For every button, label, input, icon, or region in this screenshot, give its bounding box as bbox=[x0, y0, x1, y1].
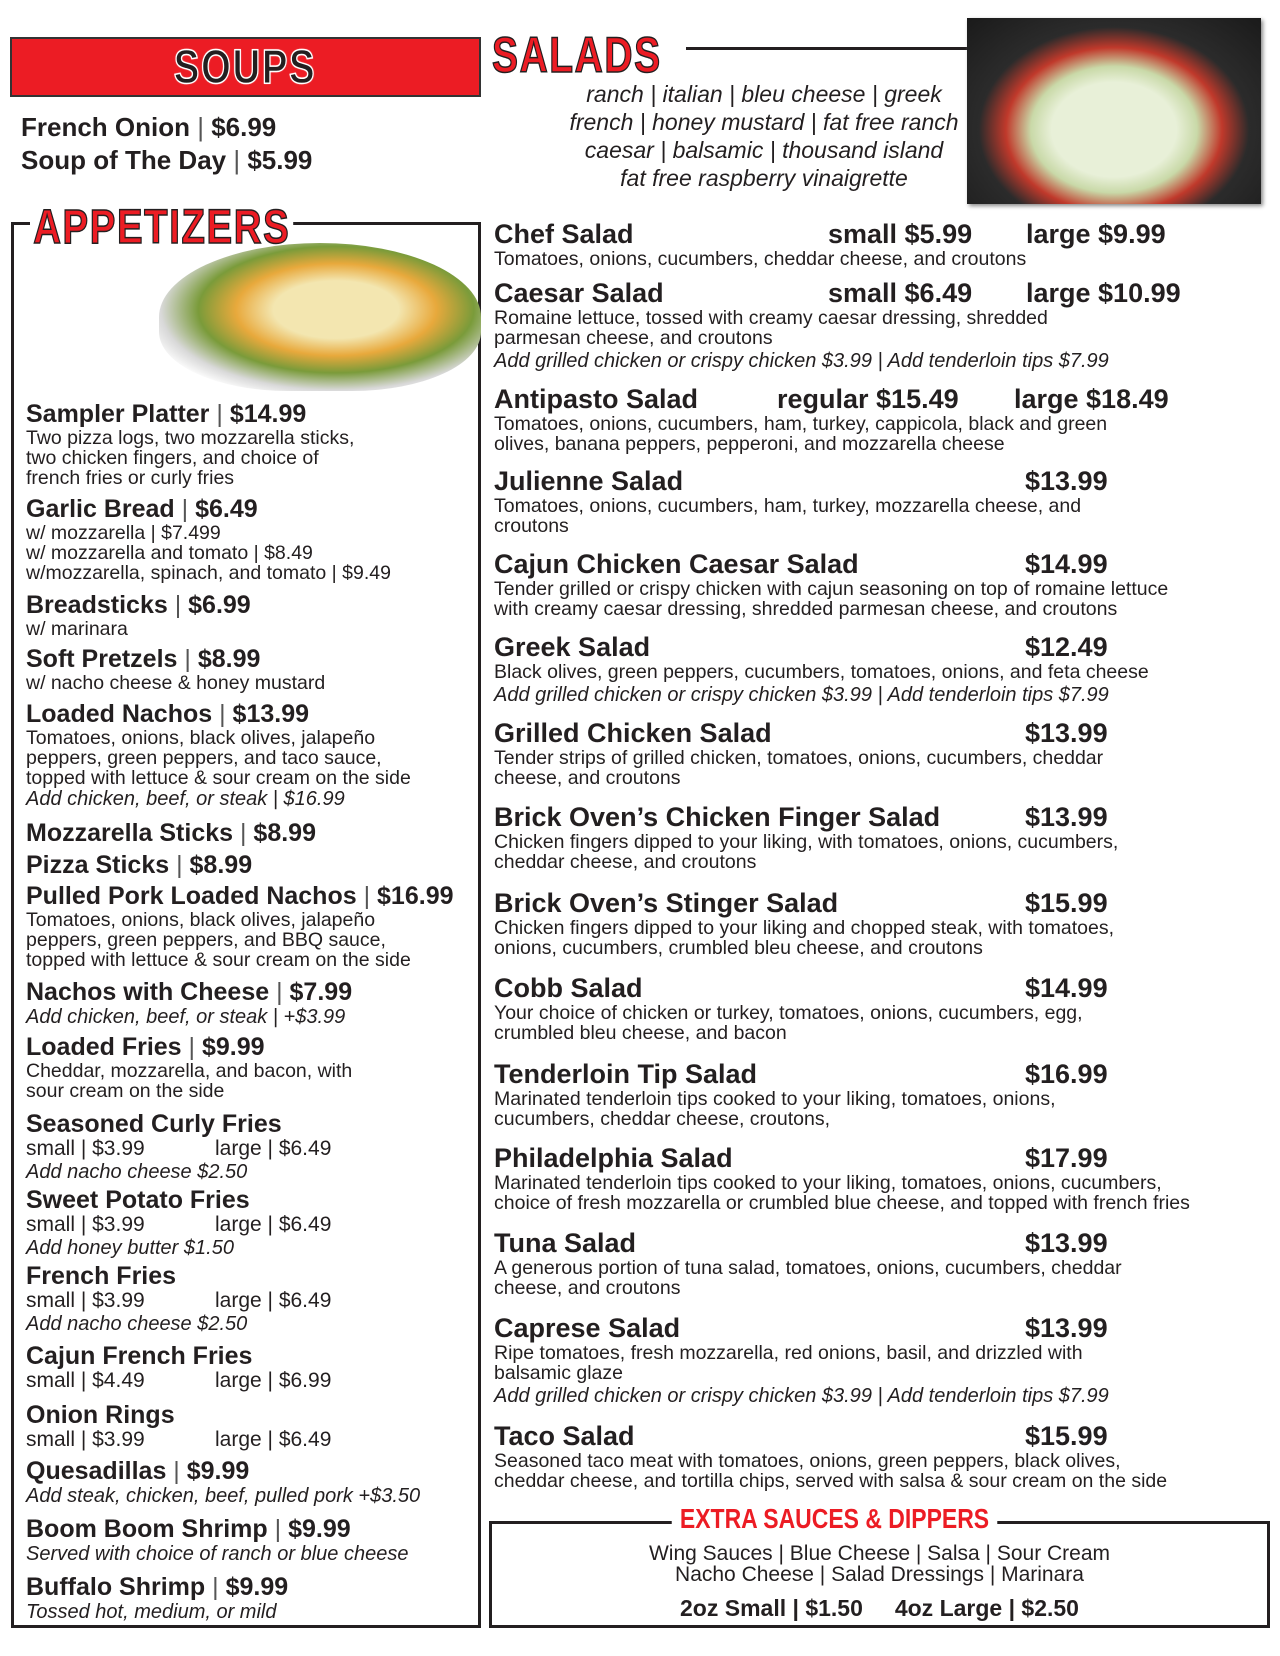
item-name: Brick Oven’s Stinger Salad bbox=[494, 888, 839, 918]
appetizer-item bbox=[26, 700, 411, 810]
salad-item bbox=[494, 718, 1274, 788]
item-description: Your choice of chicken or turkey, tomatoes, onions, cucumbers, egg, bbox=[494, 1002, 1083, 1024]
appetizer-item bbox=[26, 978, 352, 1028]
item-name: Grilled Chicken Salad bbox=[494, 718, 772, 748]
item-price: large $10.99 bbox=[1026, 278, 1181, 308]
item-description: topped with lettuce & sour cream on the side bbox=[26, 949, 411, 971]
item-description: Marinated tenderloin tips cooked to your liking, tomatoes, onions, bbox=[494, 1088, 1056, 1110]
item-price: $16.99 bbox=[1025, 1059, 1108, 1089]
appetizer-item bbox=[26, 591, 251, 639]
item-header bbox=[26, 591, 251, 619]
item-name: Nachos with Cheese bbox=[26, 978, 270, 1006]
item-header bbox=[26, 1110, 282, 1138]
item-price: large $9.99 bbox=[1026, 219, 1166, 249]
salad-item bbox=[494, 1059, 1274, 1129]
salad-item bbox=[494, 1228, 1274, 1298]
item-name: Onion Rings bbox=[26, 1401, 175, 1429]
item-price: $14.99 bbox=[229, 400, 307, 428]
salad-item bbox=[494, 466, 1274, 536]
item-note: Add grilled chicken or crispy chicken $3.99 | Add tenderloin tips $7.99 bbox=[494, 350, 1109, 372]
item-description: w/ nacho cheese & honey mustard bbox=[26, 672, 326, 694]
item-price: $9.99 bbox=[201, 1033, 265, 1061]
item-name: Julienne Salad bbox=[494, 466, 684, 496]
item-note: Add nacho cheese $2.50 bbox=[26, 1313, 248, 1335]
item-description: balsamic glaze bbox=[494, 1362, 623, 1384]
salad-item bbox=[494, 802, 1274, 872]
item-price: $13.99 bbox=[232, 700, 310, 728]
appetizer-item bbox=[26, 851, 252, 879]
salad-item bbox=[494, 888, 1274, 958]
separator: | bbox=[205, 1573, 226, 1601]
item-description: parmesan cheese, and croutons bbox=[494, 327, 773, 349]
item-price: large $18.49 bbox=[1014, 384, 1169, 414]
item-note: Add grilled chicken or crispy chicken $3.99 | Add tenderloin tips $7.99 bbox=[494, 684, 1109, 706]
item-note: Add steak, chicken, beef, pulled pork +$3.50 bbox=[26, 1485, 421, 1507]
item-price: $8.99 bbox=[253, 819, 316, 847]
item-description: two chicken fingers, and choice of bbox=[26, 447, 319, 469]
soup-price: $6.99 bbox=[211, 112, 277, 142]
item-name: Soft Pretzels bbox=[26, 645, 178, 673]
item-description: cheese, and croutons bbox=[494, 767, 681, 789]
extras-small-price: 2oz Small | $1.50 bbox=[680, 1595, 863, 1621]
appetizer-item bbox=[26, 1186, 332, 1259]
salads-title: SALADS bbox=[492, 27, 662, 83]
separator: | bbox=[212, 700, 233, 728]
size-prices bbox=[26, 1137, 332, 1161]
divider bbox=[686, 47, 970, 50]
item-description: french fries or curly fries bbox=[26, 467, 235, 489]
soup-name: French Onion bbox=[21, 112, 190, 142]
item-description: cucumbers, cheddar cheese, croutons, bbox=[494, 1108, 831, 1130]
item-name: Cajun Chicken Caesar Salad bbox=[494, 549, 859, 579]
separator: | bbox=[169, 851, 190, 879]
item-price: small $5.99 bbox=[828, 219, 973, 249]
item-price: $13.99 bbox=[1025, 802, 1108, 832]
item-price: $15.99 bbox=[1025, 888, 1108, 918]
item-price: $13.99 bbox=[1025, 466, 1108, 496]
small-price: small | $3.99 bbox=[26, 1213, 145, 1236]
item-price: $13.99 bbox=[1025, 1313, 1108, 1343]
item-name: Breadsticks bbox=[26, 591, 168, 619]
large-price: large | $6.49 bbox=[215, 1428, 332, 1451]
item-description: A generous portion of tuna salad, tomatoes, onions, cucumbers, cheddar bbox=[494, 1257, 1122, 1279]
item-name: Buffalo Shrimp bbox=[26, 1573, 206, 1601]
appetizer-item bbox=[26, 1342, 332, 1393]
item-description: Tomatoes, onions, cucumbers, ham, turkey, mozzarella cheese, and bbox=[494, 495, 1082, 517]
small-price: small | $3.99 bbox=[26, 1428, 145, 1451]
dressings-list bbox=[494, 80, 1034, 192]
item-name: Cajun French Fries bbox=[26, 1342, 253, 1370]
item-name: Tuna Salad bbox=[494, 1228, 637, 1258]
size-prices bbox=[26, 1428, 332, 1452]
large-price: large | $6.99 bbox=[215, 1369, 332, 1392]
appetizer-item bbox=[26, 1033, 352, 1101]
separator: | bbox=[226, 145, 248, 175]
item-name: Pulled Pork Loaded Nachos bbox=[26, 882, 357, 910]
item-name: Greek Salad bbox=[494, 632, 651, 662]
item-description: cheese, and croutons bbox=[494, 1277, 681, 1299]
item-header bbox=[26, 1342, 252, 1370]
item-name: Mozzarella Sticks bbox=[26, 819, 234, 847]
item-name: Brick Oven’s Chicken Finger Salad bbox=[494, 802, 941, 832]
soup-price: $5.99 bbox=[247, 145, 313, 175]
item-header bbox=[26, 495, 391, 523]
item-description: Tender grilled or crispy chicken with cajun seasoning on top of romaine lettuce bbox=[494, 578, 1169, 600]
size-prices bbox=[26, 1369, 332, 1393]
item-name: French Fries bbox=[26, 1262, 177, 1290]
item-note: Add nacho cheese $2.50 bbox=[26, 1161, 248, 1183]
separator: | bbox=[166, 1457, 187, 1485]
dressing-line: ranch | italian | bleu cheese | greek bbox=[586, 81, 942, 107]
appetizer-item bbox=[26, 1457, 420, 1507]
salad-item bbox=[494, 973, 1274, 1043]
soup-name: Soup of The Day bbox=[21, 145, 227, 175]
soups-title: SOUPS bbox=[174, 40, 317, 94]
separator: | bbox=[177, 645, 198, 673]
large-price: large | $6.49 bbox=[215, 1137, 332, 1160]
item-price: $6.99 bbox=[188, 591, 251, 619]
item-note: Tossed hot, medium, or mild bbox=[26, 1601, 277, 1623]
item-price: $7.99 bbox=[289, 978, 353, 1006]
item-note: Add honey butter $1.50 bbox=[26, 1237, 234, 1259]
item-name: Philadelphia Salad bbox=[494, 1143, 733, 1173]
nachos-photo bbox=[159, 243, 481, 391]
item-header bbox=[26, 819, 316, 847]
item-header bbox=[26, 1186, 250, 1214]
item-description: Seasoned taco meat with tomatoes, onions, green peppers, black olives, bbox=[494, 1450, 1121, 1472]
item-header bbox=[26, 400, 354, 428]
item-price: $14.99 bbox=[1025, 549, 1108, 579]
item-price: $9.99 bbox=[225, 1573, 289, 1601]
item-description: choice of fresh mozzarella or crumbled blue cheese, and topped with french fries bbox=[494, 1192, 1190, 1214]
item-price: $8.99 bbox=[197, 645, 261, 673]
appetizer-item bbox=[26, 819, 316, 847]
salad-item bbox=[494, 1421, 1274, 1491]
item-description: w/ marinara bbox=[26, 618, 128, 640]
item-price: $14.99 bbox=[1025, 973, 1108, 1003]
separator: | bbox=[356, 882, 378, 910]
item-name: Loaded Fries bbox=[26, 1033, 182, 1061]
extras-line: Nacho Cheese | Salad Dressings | Marinara bbox=[675, 1563, 1084, 1586]
item-header bbox=[26, 851, 252, 879]
item-price: $15.99 bbox=[1025, 1421, 1108, 1451]
item-price: $13.99 bbox=[1025, 1228, 1108, 1258]
item-price: small $6.49 bbox=[828, 278, 973, 308]
item-price: $13.99 bbox=[1025, 718, 1108, 748]
size-prices bbox=[26, 1213, 332, 1237]
appetizer-item bbox=[26, 1401, 332, 1452]
item-description: sour cream on the side bbox=[26, 1080, 225, 1102]
item-description: cheddar cheese, and croutons bbox=[494, 851, 757, 873]
item-price: regular $15.49 bbox=[777, 384, 959, 414]
item-description: croutons bbox=[494, 515, 569, 537]
item-name: Seasoned Curly Fries bbox=[26, 1110, 282, 1138]
item-price: $16.99 bbox=[377, 882, 454, 910]
item-description: w/ mozzarella | $7.499 bbox=[26, 522, 221, 544]
dressing-line: fat free raspberry vinaigrette bbox=[620, 165, 908, 191]
item-description: Cheddar, mozzarella, and bacon, with bbox=[26, 1060, 353, 1082]
item-name: Loaded Nachos bbox=[26, 700, 213, 728]
salad-item bbox=[494, 219, 1274, 269]
item-header bbox=[26, 645, 325, 673]
extras-line: Wing Sauces | Blue Cheese | Salsa | Sour Cream bbox=[648, 1542, 1111, 1565]
item-note: Add chicken, beef, or steak | $16.99 bbox=[26, 788, 345, 810]
item-description: Chicken fingers dipped to your liking, with tomatoes, onions, cucumbers, bbox=[494, 831, 1119, 853]
item-description: Tender strips of grilled chicken, tomatoes, onions, cucumbers, cheddar bbox=[494, 747, 1104, 769]
separator: | bbox=[190, 112, 212, 142]
item-name: Quesadillas bbox=[26, 1457, 167, 1485]
item-name: Antipasto Salad bbox=[494, 384, 699, 414]
appetizer-item bbox=[26, 645, 325, 693]
small-price: small | $3.99 bbox=[26, 1289, 145, 1312]
appetizers-title: APPETIZERS bbox=[30, 200, 294, 255]
extras-title: EXTRA SAUCES & DIPPERS bbox=[672, 1503, 998, 1535]
separator: | bbox=[181, 1033, 202, 1061]
large-price: large | $6.49 bbox=[215, 1213, 332, 1236]
separator: | bbox=[174, 495, 196, 523]
item-header bbox=[26, 1457, 420, 1485]
item-description: w/ mozzarella and tomato | $8.49 bbox=[26, 542, 313, 564]
extras-large-price: 4oz Large | $2.50 bbox=[894, 1595, 1079, 1621]
appetizer-item bbox=[26, 1110, 332, 1183]
item-description: topped with lettuce & sour cream on the side bbox=[26, 767, 411, 789]
appetizer-item bbox=[26, 1262, 332, 1335]
item-description: Romaine lettuce, tossed with creamy caesar dressing, shredded bbox=[494, 307, 1048, 329]
item-note: Served with choice of ranch or blue cheese bbox=[26, 1543, 409, 1565]
item-price: $6.49 bbox=[195, 495, 258, 523]
item-description: Marinated tenderloin tips cooked to your liking, tomatoes, onions, cucumbers, bbox=[494, 1172, 1162, 1194]
item-name: Pizza Sticks bbox=[26, 851, 170, 879]
item-header bbox=[26, 1262, 247, 1290]
item-description: Chicken fingers dipped to your liking and chopped steak, with tomatoes, bbox=[494, 917, 1115, 939]
appetizer-item bbox=[26, 1573, 288, 1623]
dressing-line: caesar | balsamic | thousand island bbox=[584, 137, 944, 163]
appetizer-item bbox=[26, 882, 454, 970]
item-name: Boom Boom Shrimp bbox=[26, 1515, 268, 1543]
item-description: Ripe tomatoes, fresh mozzarella, red onions, basil, and drizzled with bbox=[494, 1342, 1083, 1364]
item-description: cheddar cheese, and tortilla chips, served with salsa & sour cream on the side bbox=[494, 1470, 1168, 1492]
item-name: Garlic Bread bbox=[26, 495, 175, 523]
salad-item bbox=[494, 1313, 1274, 1407]
extras-prices bbox=[489, 1595, 1270, 1622]
soup-item bbox=[21, 112, 276, 143]
separator: | bbox=[233, 819, 254, 847]
item-price: $12.49 bbox=[1025, 632, 1108, 662]
salad-item bbox=[494, 549, 1274, 619]
soups-header bbox=[10, 37, 481, 97]
separator: | bbox=[269, 978, 290, 1006]
item-description: Two pizza logs, two mozzarella sticks, bbox=[26, 427, 355, 449]
item-name: Tenderloin Tip Salad bbox=[494, 1059, 758, 1089]
small-price: small | $3.99 bbox=[26, 1137, 145, 1160]
item-description: Tomatoes, onions, cucumbers, ham, turkey, cappicola, black and green bbox=[494, 413, 1108, 435]
item-name: Chef Salad bbox=[494, 219, 634, 249]
item-price: $9.99 bbox=[186, 1457, 250, 1485]
item-name: Sweet Potato Fries bbox=[26, 1186, 250, 1214]
large-price: large | $6.49 bbox=[215, 1289, 332, 1312]
salad-item bbox=[494, 278, 1274, 372]
item-description: olives, banana peppers, pepperoni, and mozzarella cheese bbox=[494, 433, 1005, 455]
item-note: Add grilled chicken or crispy chicken $3.99 | Add tenderloin tips $7.99 bbox=[494, 1385, 1109, 1407]
item-header bbox=[26, 1033, 352, 1061]
salad-item bbox=[494, 384, 1274, 454]
item-name: Cobb Salad bbox=[494, 973, 643, 1003]
item-name: Sampler Platter bbox=[26, 400, 210, 428]
size-prices bbox=[26, 1289, 332, 1313]
small-price: small | $4.49 bbox=[26, 1369, 145, 1392]
item-name: Caesar Salad bbox=[494, 278, 664, 308]
item-header bbox=[26, 1573, 288, 1601]
item-header bbox=[26, 700, 411, 728]
appetizer-item bbox=[26, 495, 391, 583]
item-header bbox=[26, 978, 352, 1006]
salad-item bbox=[494, 1143, 1274, 1213]
soup-item bbox=[21, 145, 312, 176]
item-description: peppers, green peppers, and BBQ sauce, bbox=[26, 929, 386, 951]
item-description: Tomatoes, onions, black olives, jalapeño bbox=[26, 727, 376, 749]
item-description: onions, cucumbers, crumbled bleu cheese, and croutons bbox=[494, 937, 983, 959]
item-description: peppers, green peppers, and taco sauce, bbox=[26, 747, 382, 769]
separator: | bbox=[167, 591, 189, 619]
item-description: Black olives, green peppers, cucumbers, tomatoes, onions, and feta cheese bbox=[494, 661, 1149, 683]
item-name: Taco Salad bbox=[494, 1421, 635, 1451]
item-price: $8.99 bbox=[189, 851, 253, 879]
dressing-line: french | honey mustard | fat free ranch bbox=[569, 109, 959, 135]
item-header bbox=[26, 1401, 175, 1429]
item-description: Tomatoes, onions, black olives, jalapeño bbox=[26, 909, 376, 931]
item-description: w/mozzarella, spinach, and tomato | $9.49 bbox=[26, 562, 391, 584]
item-price: $17.99 bbox=[1025, 1143, 1108, 1173]
item-description: crumbled bleu cheese, and bacon bbox=[494, 1022, 787, 1044]
separator: | bbox=[209, 400, 230, 428]
separator: | bbox=[267, 1515, 289, 1543]
extras-header bbox=[0, 1503, 1280, 1535]
item-description: Tomatoes, onions, cucumbers, cheddar cheese, and croutons bbox=[494, 248, 1027, 270]
item-header bbox=[26, 882, 454, 910]
item-note: Add chicken, beef, or steak | +$3.99 bbox=[26, 1006, 346, 1028]
item-price: $9.99 bbox=[288, 1515, 351, 1543]
item-description: with creamy caesar dressing, shredded parmesan cheese, and croutons bbox=[494, 598, 1118, 620]
appetizer-item bbox=[26, 400, 354, 488]
salad-item bbox=[494, 632, 1274, 706]
item-name: Caprese Salad bbox=[494, 1313, 681, 1343]
